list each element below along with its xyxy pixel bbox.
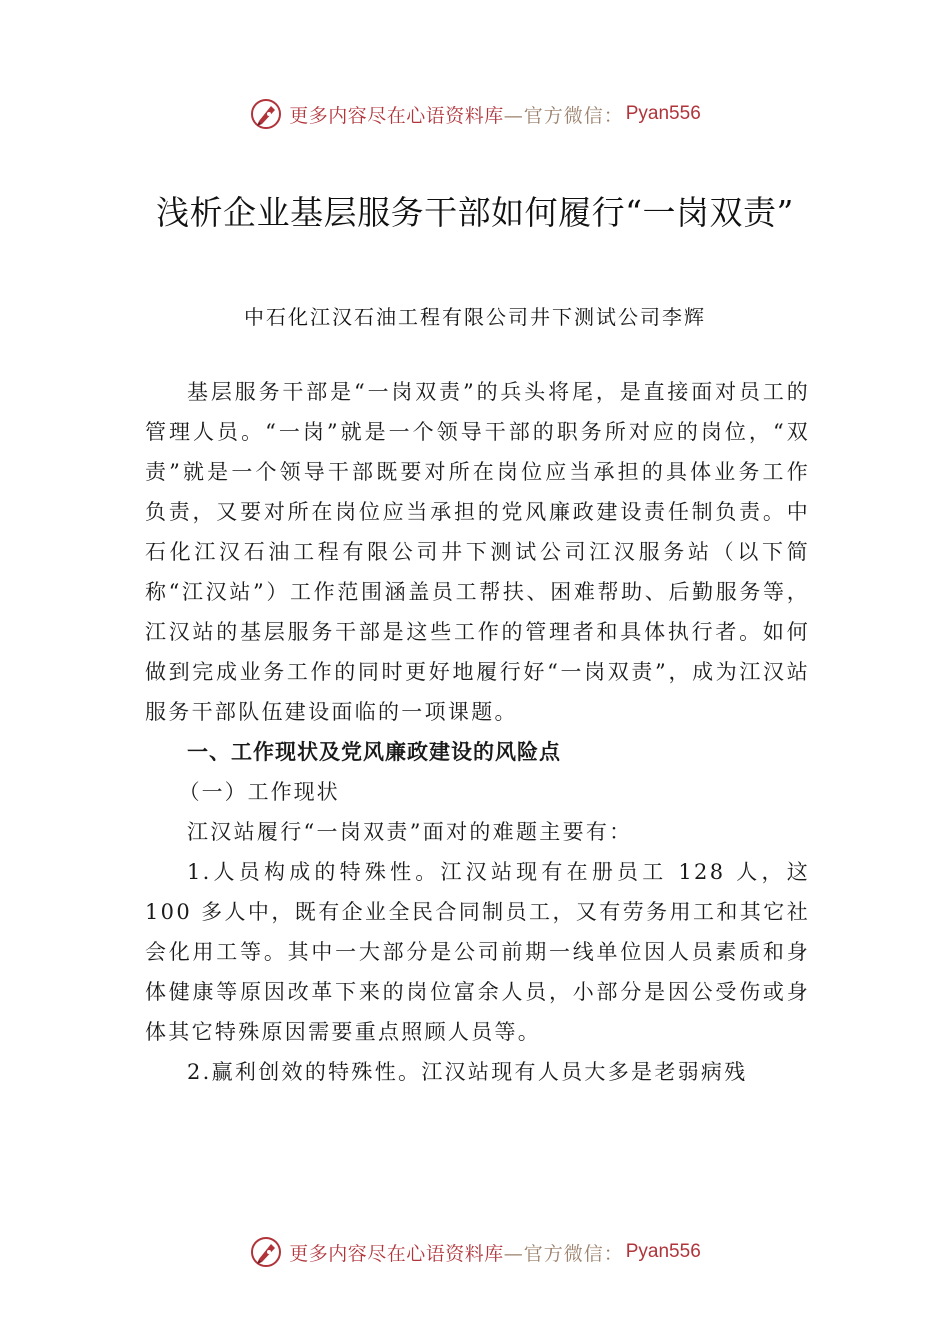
pen-nib-logo-icon — [249, 1235, 283, 1269]
subsection-heading: （一）工作现状 — [178, 780, 340, 804]
pen-nib-logo-icon — [249, 97, 283, 131]
watermark-separator: —官方微信： — [503, 1242, 624, 1265]
watermark-brand: 更多内容尽在心语资料库 — [289, 1242, 504, 1265]
document-title: 浅析企业基层服务干部如何履行“一岗双责” — [156, 193, 794, 232]
watermark-banner-bottom — [0, 1232, 950, 1272]
document-author: 中石化江汉石油工程有限公司井下测试公司李辉 — [244, 305, 706, 329]
watermark-separator: —官方微信： — [503, 104, 624, 127]
point-2-paragraph: 2.赢利创效的特殊性。江汉站现有人员大多是老弱病残 — [187, 1060, 748, 1084]
watermark-banner-top — [0, 94, 950, 134]
intro-paragraph: 基层服务干部是“一岗双责”的兵头将尾，是直接面对员工的管理人员。“一岗”就是一个领导干部的职务所对应的岗位，“双责”就是一个领导干部既要对所在岗位应当承担的具体业务工作负责，又要对所在岗位应当承担的党风廉政建设责任制负责。中石化江汉石油工程有限公司井下测试公司江汉服务站（以下简称“江汉站”）工作范围涵盖员工帮扶、困难帮助、后勤服务等，江汉站的基层服务干部是这些工作的管理者和具体执行者。如何做到完成业务工作的同时更好地履行好“一岗双责”，成为江汉站服务干部队伍建设面临的一项课题。 — [145, 380, 810, 724]
watermark-brand: 更多内容尽在心语资料库 — [289, 104, 504, 127]
point-1-paragraph: 1.人员构成的特殊性。江汉站现有在册员工 128 人，这 100 多人中，既有企业全民合同制员工，又有劳务用工和其它社会化用工等。其中一大部分是公司前期一线单位因人员素质和身体健康等原因改革下来的岗位富余人员，小部分是因公受伤或身体其它特殊原因需要重点照顾人员等。 — [145, 860, 810, 1044]
section-heading: 一、工作现状及党风廉政建设的风险点 — [187, 740, 561, 764]
difficulty-intro-paragraph: 江汉站履行“一岗双责”面对的难题主要有： — [187, 820, 633, 844]
watermark-wechat-id: Pyan556 — [625, 1241, 701, 1262]
document-body — [145, 372, 810, 1092]
watermark-wechat-id: Pyan556 — [625, 103, 701, 124]
